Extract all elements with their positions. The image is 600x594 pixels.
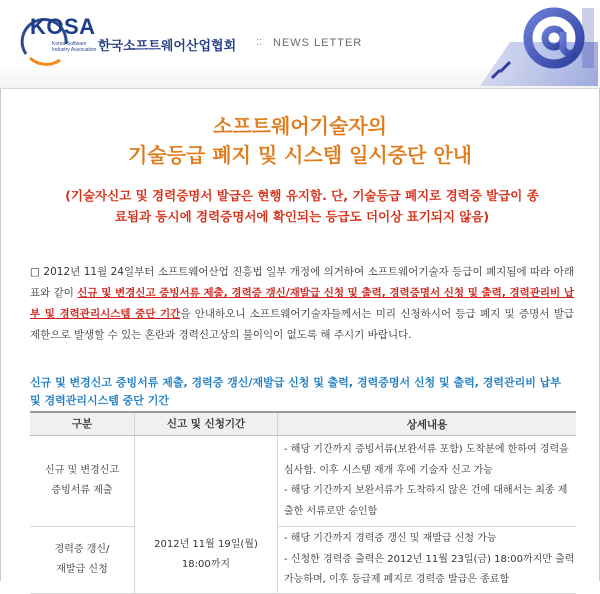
logo-subtext: Korea Software Industry Association: [52, 41, 97, 53]
detail-item: - 신청한 경력증 출력은 2012년 11월 23일(금) 18:00까지만 출력 가능하며, 이후 등급제 폐지로 경력증 발급은 종료함: [284, 553, 575, 586]
header-divider: [0, 88, 600, 89]
row-period-text: 2012년 11월 19일(월) 18:00까지: [154, 538, 258, 570]
row-category: [30, 436, 135, 527]
notice-line-2: 료됨과 동시에 경력증명서에 확인되는 등급도 더이상 표기되지 않음): [114, 209, 490, 224]
section-subheading: 신규 및 변경신고 증빙서류 제출, 경력증 갱신/재발급 신청 및 출력, 경력증명서 신청 및 출력, 경력관리비 납부 및 경력관리시스템 중단 기간: [30, 376, 561, 407]
title-line-1: 소프트웨어기술자의: [213, 114, 387, 138]
header-period: 신고 및 신청기간: [135, 412, 278, 436]
row-category: [30, 527, 135, 594]
detail-item: - 해당 기간까지 증빙서류(보완서류 포함) 도착분에 한하여 경력을 심사함. 이후 시스템 재개 후에 기술자 신고 가능: [284, 444, 569, 476]
intro-outro: 을 안내하오니 소프트웨어기술자들께서는 미리 신청하시어 등급 폐지 및 증명서 발급 제한으로 발생할 수 있는 혼란과 경력신고상의 불이익이 없도록 해 주시기 바랍니다.: [30, 308, 575, 341]
row-details: [278, 436, 577, 527]
table-header-row: [30, 412, 576, 436]
detail-item: - 해당 기간까지 보완서류가 도착하지 않은 건에 대해서는 최종 제출한 서류로만 승인함: [284, 485, 568, 517]
intro-paragraph: [30, 262, 574, 346]
intro-highlight: 신규 및 변경신고 증빙서류 제출, 경력증 갱신/재발급 신청 및 출력, 경력증명서 신청 및 출력, 경력관리비 납부 및 경력관리시스템 중단 기간: [30, 287, 575, 320]
schedule-table: [30, 411, 576, 594]
row-period: [135, 436, 278, 594]
notice-line-1: (기술자신고 및 경력증명서 발급은 현행 유지함. 단, 기술등급 폐지로 경력증 발급이 종: [65, 188, 539, 203]
at-sign-graphic-icon: [470, 2, 598, 86]
intro-text: □ 2012년 11월 24일부터 소프트웨어산업 진흥법 일부 개정에 의거하여 소프트웨어기술자 등급이 폐지됨에 따라 아래 표와 같이: [30, 266, 574, 299]
header-category: 구분: [30, 412, 135, 436]
row-category-text: 경력증 갱신/재발급 신청: [54, 544, 110, 575]
row-category-text: 신규 및 변경신고 증빙서류 제출: [45, 465, 119, 496]
newsletter-label: NEWS LETTER: [273, 37, 363, 49]
logo-text: KOSA: [30, 14, 96, 39]
table-row: [30, 436, 576, 527]
org-name: 한국소프트웨어산업협회: [98, 39, 237, 54]
row-details: [278, 527, 577, 594]
newsletter-header: [0, 0, 600, 88]
title-line-2: 기술등급 폐지 및 시스템 일시중단 안내: [128, 143, 472, 167]
header-separator: ::: [256, 36, 263, 48]
notice-text: [26, 185, 578, 227]
table-row: [30, 527, 576, 594]
header-details: 상세내용: [278, 412, 577, 436]
detail-item: - 해당 기간까지 경력증 갱신 및 재발급 신청 가능: [284, 533, 497, 545]
